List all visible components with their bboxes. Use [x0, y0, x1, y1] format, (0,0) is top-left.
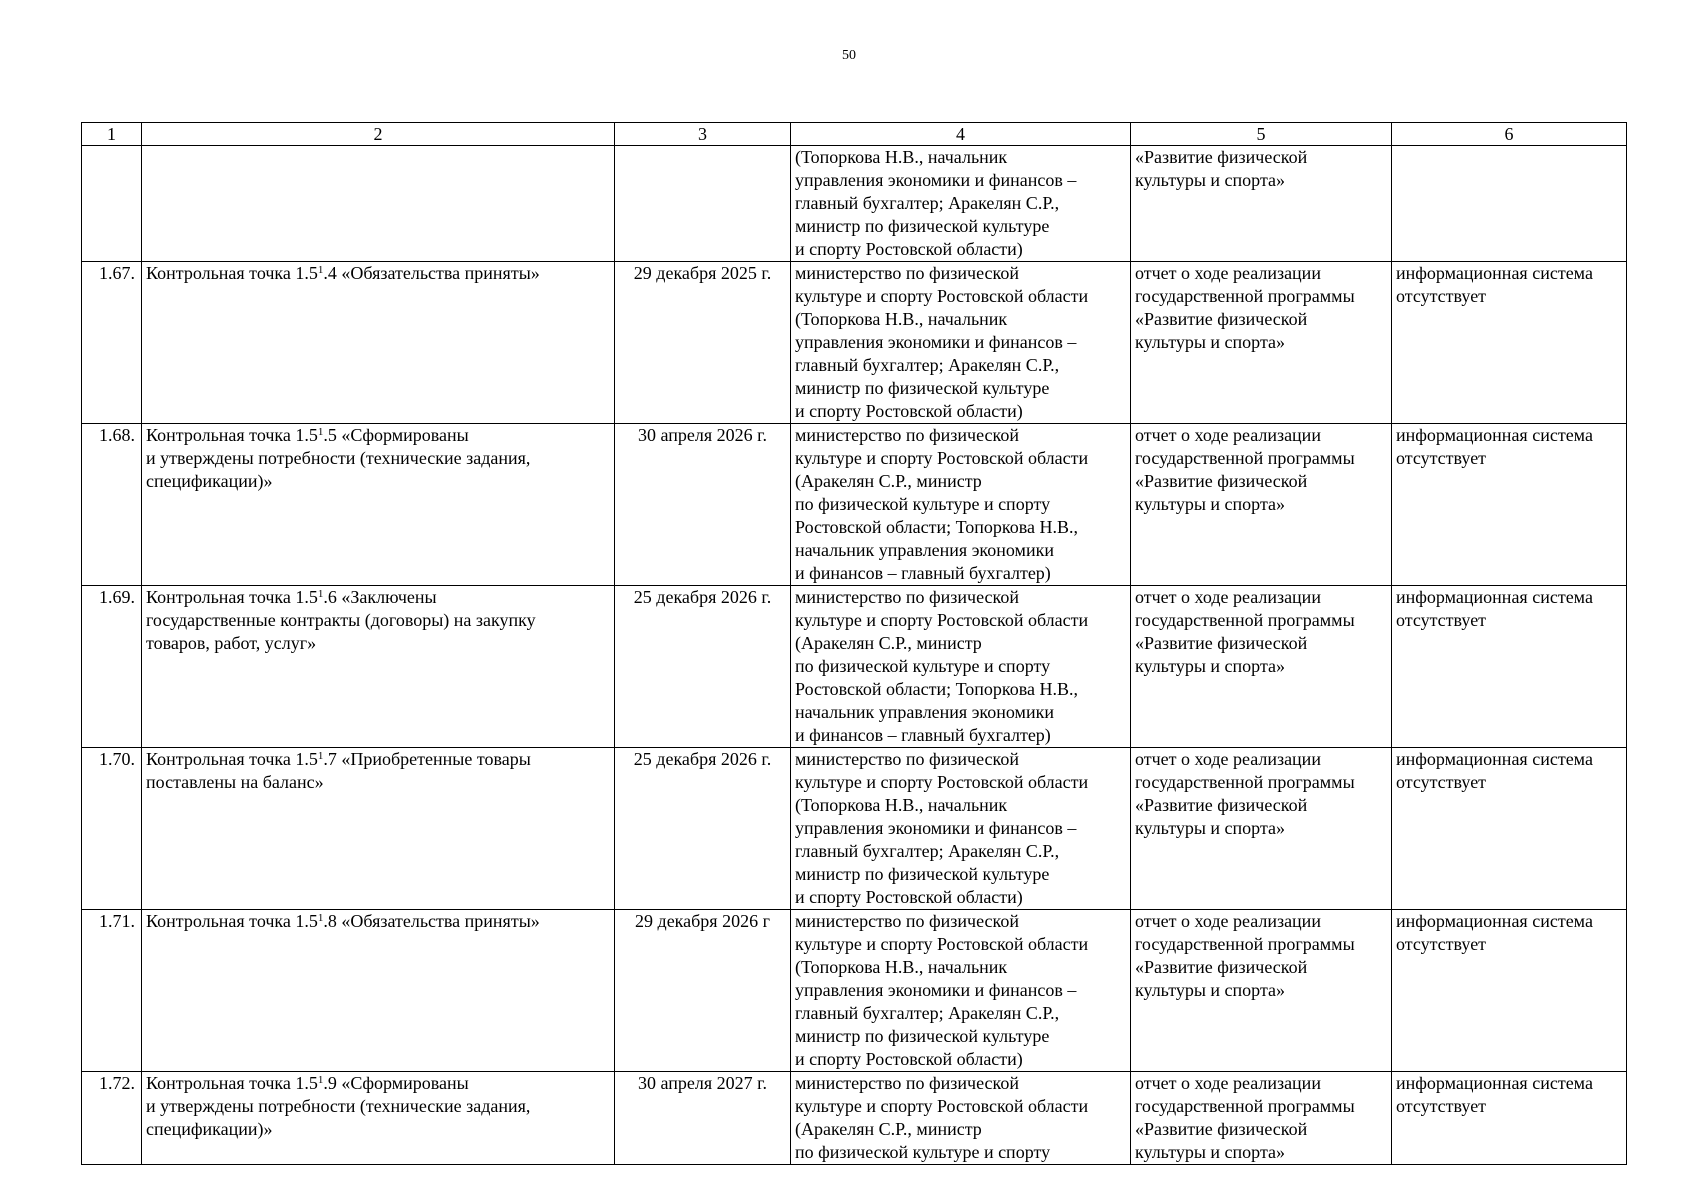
row-name-suffix: .4 «Обязательства приняты»	[323, 263, 540, 283]
row-date: 29 декабря 2025 г.	[615, 262, 791, 424]
column-header-3: 3	[615, 123, 791, 146]
row-name-suffix: .7 «Приобретенные товары поставлены на баланс»	[146, 749, 531, 792]
row-number	[82, 146, 142, 262]
column-header-1: 1	[82, 123, 142, 146]
row-document: отчет о ходе реализации государственной программы «Развитие физической культуры и спорта»	[1131, 586, 1392, 748]
row-document: отчет о ходе реализации государственной программы «Развитие физической культуры и спорта»	[1131, 910, 1392, 1072]
table-row	[82, 1072, 1627, 1165]
column-header-4: 4	[791, 123, 1131, 146]
row-name	[142, 586, 615, 748]
row-system: информационная система отсутствует	[1392, 424, 1627, 586]
row-name-prefix: Контрольная точка 1.5	[146, 911, 318, 931]
row-name-superscript: 1	[317, 750, 324, 762]
row-name	[142, 146, 615, 262]
row-name	[142, 910, 615, 1072]
row-name-prefix: Контрольная точка 1.5	[146, 1073, 318, 1093]
header-row	[82, 123, 1627, 146]
row-document: отчет о ходе реализации государственной программы «Развитие физической культуры и спорта»	[1131, 262, 1392, 424]
row-number: 1.72.	[82, 1072, 142, 1165]
table-row	[82, 748, 1627, 910]
row-number: 1.69.	[82, 586, 142, 748]
control-points-table	[81, 122, 1627, 1165]
row-name-prefix: Контрольная точка 1.5	[146, 263, 318, 283]
row-responsible: министерство по физической культуре и спорту Ростовской области (Аракелян С.Р., министр по физической культуре и спорту	[791, 1072, 1131, 1165]
continuation-row	[82, 146, 1627, 262]
row-name	[142, 262, 615, 424]
row-document: отчет о ходе реализации государственной программы «Развитие физической культуры и спорта»	[1131, 748, 1392, 910]
row-date: 30 апреля 2027 г.	[615, 1072, 791, 1165]
row-date	[615, 146, 791, 262]
row-system: информационная система отсутствует	[1392, 262, 1627, 424]
row-name-superscript: 1	[317, 1074, 324, 1086]
column-header-6: 6	[1392, 123, 1627, 146]
row-name-superscript: 1	[317, 912, 324, 924]
row-name-suffix: .8 «Обязательства приняты»	[323, 911, 540, 931]
row-document: «Развитие физической культуры и спорта»	[1131, 146, 1392, 262]
column-header-5: 5	[1131, 123, 1392, 146]
row-system: информационная система отсутствует	[1392, 586, 1627, 748]
row-name-prefix: Контрольная точка 1.5	[146, 587, 318, 607]
table-row	[82, 424, 1627, 586]
row-date: 25 декабря 2026 г.	[615, 748, 791, 910]
row-name	[142, 748, 615, 910]
row-date: 30 апреля 2026 г.	[615, 424, 791, 586]
row-name	[142, 424, 615, 586]
row-date: 25 декабря 2026 г.	[615, 586, 791, 748]
row-name-suffix: .5 «Сформированы и утверждены потребности (технические задания, спецификации)»	[146, 425, 531, 491]
row-number: 1.67.	[82, 262, 142, 424]
row-responsible: министерство по физической культуре и спорту Ростовской области (Аракелян С.Р., министр по физической культуре и спорту Ростовской области; Топоркова Н.В., начальник управления экономики и финансов – главный бухгалтер)	[791, 424, 1131, 586]
row-name-superscript: 1	[317, 426, 324, 438]
row-responsible: министерство по физической культуре и спорту Ростовской области (Топоркова Н.В., начальник управления экономики и финансов – главный бухгалтер; Аракелян С.Р., министр по физической культуре и спорту Ростовской области)	[791, 262, 1131, 424]
row-date: 29 декабря 2026 г	[615, 910, 791, 1072]
row-responsible: министерство по физической культуре и спорту Ростовской области (Топоркова Н.В., начальник управления экономики и финансов – главный бухгалтер; Аракелян С.Р., министр по физической культуре и спорту Ростовской области)	[791, 910, 1131, 1072]
row-document: отчет о ходе реализации государственной программы «Развитие физической культуры и спорта»	[1131, 424, 1392, 586]
row-responsible: (Топоркова Н.В., начальник управления экономики и финансов – главный бухгалтер; Аракелян С.Р., министр по физической культуре и спорту Ростовской области)	[791, 146, 1131, 262]
page-number: 50	[842, 48, 856, 63]
row-document: отчет о ходе реализации государственной программы «Развитие физической культуры и спорта»	[1131, 1072, 1392, 1165]
row-system: информационная система отсутствует	[1392, 748, 1627, 910]
column-header-2: 2	[142, 123, 615, 146]
table-row	[82, 910, 1627, 1072]
row-number: 1.70.	[82, 748, 142, 910]
row-responsible: министерство по физической культуре и спорту Ростовской области (Аракелян С.Р., министр по физической культуре и спорту Ростовской области; Топоркова Н.В., начальник управления экономики и финансов – главный бухгалтер)	[791, 586, 1131, 748]
row-number: 1.68.	[82, 424, 142, 586]
row-name-prefix: Контрольная точка 1.5	[146, 425, 318, 445]
table-row	[82, 586, 1627, 748]
row-system: информационная система отсутствует	[1392, 1072, 1627, 1165]
row-name-superscript: 1	[317, 264, 324, 276]
row-name-prefix: Контрольная точка 1.5	[146, 749, 318, 769]
row-system	[1392, 146, 1627, 262]
row-responsible: министерство по физической культуре и спорту Ростовской области (Топоркова Н.В., начальник управления экономики и финансов – главный бухгалтер; Аракелян С.Р., министр по физической культуре и спорту Ростовской области)	[791, 748, 1131, 910]
row-name-suffix: .9 «Сформированы и утверждены потребности (технические задания, спецификации)»	[146, 1073, 531, 1139]
table-row	[82, 262, 1627, 424]
row-system: информационная система отсутствует	[1392, 910, 1627, 1072]
row-name	[142, 1072, 615, 1165]
row-name-superscript: 1	[317, 588, 324, 600]
row-name-suffix: .6 «Заключены государственные контракты (договоры) на закупку товаров, работ, услуг»	[146, 587, 536, 653]
row-number: 1.71.	[82, 910, 142, 1072]
